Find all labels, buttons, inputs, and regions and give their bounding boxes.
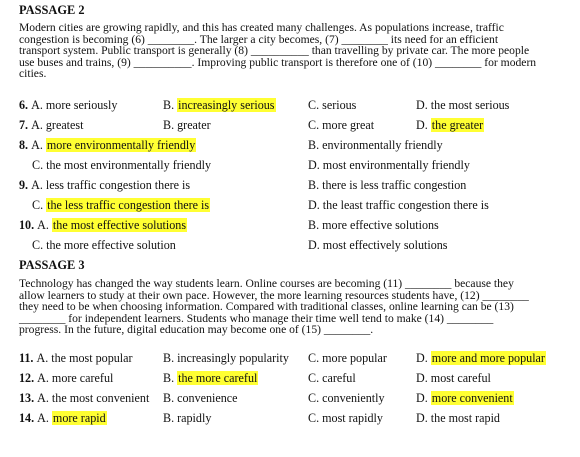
option-text: C. conveniently xyxy=(308,391,385,405)
option-text: C. the more effective solution xyxy=(32,238,176,252)
option-text: D. the most rapid xyxy=(416,411,500,425)
question-number: 6. xyxy=(19,98,32,112)
answer-option xyxy=(19,98,117,113)
option-letter: D. xyxy=(416,351,431,365)
option-text: D. most environmentally friendly xyxy=(308,158,470,172)
option-text: D. most effectively solutions xyxy=(308,238,448,252)
passage2-line: transport system. Public transport is generally (8) __________ than travelling by private car. The more people xyxy=(19,44,530,58)
answer-option xyxy=(163,411,211,426)
option-letter: A. xyxy=(37,218,52,232)
answer-option xyxy=(416,98,509,113)
option-text: B. environmentally friendly xyxy=(308,138,443,152)
answer-option xyxy=(19,118,83,133)
question-row xyxy=(0,351,580,368)
question-row xyxy=(0,178,580,195)
passage3-line: ________ for independent learners. Students who manage their time well tend to make (14) ________ xyxy=(19,311,494,325)
option-letter: D. xyxy=(416,118,431,132)
passage3-heading: PASSAGE 3 xyxy=(19,258,85,272)
answer-option xyxy=(19,371,113,386)
option-text: A. the most convenient xyxy=(37,391,150,405)
passage3-line: allow learners to study at their own pace. However, the more learning resources students have, (12) ________ xyxy=(19,288,529,302)
option-text: A. the most popular xyxy=(36,351,133,365)
answer-option xyxy=(163,391,238,406)
passage2-line: use buses and trains, (9) __________. Improving public transport is therefore one of (10) ________ for modern xyxy=(19,55,537,69)
option-letter: A. xyxy=(31,138,46,152)
option-letter: C. xyxy=(32,198,47,212)
option-text-highlighted: more convenient xyxy=(431,391,513,405)
passage2-text xyxy=(19,22,543,80)
question-number: 14. xyxy=(19,411,38,425)
answer-option xyxy=(308,351,387,366)
option-letter: A. xyxy=(37,411,52,425)
question-number: 12. xyxy=(19,371,38,385)
passage2-heading: PASSAGE 2 xyxy=(19,3,85,17)
answer-option xyxy=(19,351,133,366)
answer-option xyxy=(19,138,196,153)
option-letter: D. xyxy=(416,391,431,405)
option-text: B. rapidly xyxy=(163,411,212,425)
question-number: 9. xyxy=(19,178,32,192)
option-text-highlighted: more environmentally friendly xyxy=(46,138,196,152)
answer-option xyxy=(19,391,149,406)
option-text: B. there is less traffic congestion xyxy=(308,178,467,192)
option-text: A. less traffic congestion there is xyxy=(31,178,191,192)
answer-option xyxy=(19,218,187,233)
question-row xyxy=(0,118,580,135)
option-text: D. the most serious xyxy=(416,98,510,112)
option-text-highlighted: the greater xyxy=(431,118,484,132)
option-text: B. convenience xyxy=(163,391,238,405)
answer-option xyxy=(416,371,491,386)
option-text: A. more seriously xyxy=(31,98,118,112)
question-number: 7. xyxy=(19,118,32,132)
question-row xyxy=(0,98,580,115)
answer-option xyxy=(308,178,466,193)
answer-option xyxy=(308,238,448,253)
option-text: C. more great xyxy=(308,118,375,132)
option-text: D. most careful xyxy=(416,371,491,385)
option-text-highlighted: more rapid xyxy=(52,411,106,425)
question-row xyxy=(0,158,580,175)
question-number: 10. xyxy=(19,218,38,232)
option-letter: B. xyxy=(163,98,178,112)
question-row xyxy=(0,238,580,255)
answer-option xyxy=(308,371,356,386)
passage2-line: cities. xyxy=(19,67,47,81)
answer-option xyxy=(416,118,484,133)
option-text: A. more careful xyxy=(37,371,114,385)
answer-option xyxy=(308,158,470,173)
option-text-highlighted: the more careful xyxy=(178,371,258,385)
answer-option xyxy=(416,411,500,426)
answer-option xyxy=(19,178,190,193)
option-text: C. serious xyxy=(308,98,357,112)
passage3-text xyxy=(19,278,543,336)
option-text: C. most rapidly xyxy=(308,411,383,425)
passage3-line: progress. In the future, digital education may become one of (15) ________. xyxy=(19,323,374,337)
option-text: C. careful xyxy=(308,371,356,385)
answer-option xyxy=(416,351,546,366)
option-text: A. greatest xyxy=(31,118,84,132)
passage2-line: Modern cities are growing rapidly, and this has created many challenges. As populations increase, traffic xyxy=(19,21,504,34)
option-text: C. more popular xyxy=(308,351,387,365)
answer-option xyxy=(416,391,514,406)
question-row xyxy=(0,218,580,235)
question-number: 13. xyxy=(19,391,38,405)
answer-option xyxy=(308,198,489,213)
answer-option xyxy=(308,411,383,426)
option-text-highlighted: the less traffic congestion there is xyxy=(47,198,210,212)
passage2-line: congestion is becoming (6) ________. The larger a city becomes, (7) ________ its need for an efficient xyxy=(19,32,499,46)
answer-option xyxy=(308,138,443,153)
answer-option xyxy=(308,98,356,113)
option-text-highlighted: increasingly serious xyxy=(178,98,275,112)
option-text: D. the least traffic congestion there is xyxy=(308,198,489,212)
passage3-line: they need to be when choosing information. Compared with traditional classes, online learning can be (13) xyxy=(19,300,514,314)
option-text: B. increasingly popularity xyxy=(163,351,289,365)
answer-option xyxy=(163,118,211,133)
question-row xyxy=(0,391,580,408)
answer-option xyxy=(308,218,439,233)
answer-option xyxy=(163,98,276,113)
question-row xyxy=(0,411,580,428)
option-text: B. more effective solutions xyxy=(308,218,439,232)
option-text: B. greater xyxy=(163,118,211,132)
passage3-line: Technology has changed the way students learn. Online courses are becoming (11) ________ because they xyxy=(19,277,514,290)
answer-option xyxy=(308,391,385,406)
question-row xyxy=(0,371,580,388)
question-number: 11. xyxy=(19,351,37,365)
answer-option xyxy=(32,158,211,173)
answer-option xyxy=(163,371,258,386)
question-number: 8. xyxy=(19,138,32,152)
option-text-highlighted: the most effective solutions xyxy=(52,218,187,232)
option-letter: B. xyxy=(163,371,178,385)
answer-option xyxy=(19,411,107,426)
answer-option xyxy=(32,238,176,253)
answer-option xyxy=(32,198,210,213)
option-text: C. the most environmentally friendly xyxy=(32,158,212,172)
question-row xyxy=(0,138,580,155)
option-text-highlighted: more and more popular xyxy=(431,351,545,365)
question-row xyxy=(0,198,580,215)
answer-option xyxy=(163,351,289,366)
answer-option xyxy=(308,118,374,133)
